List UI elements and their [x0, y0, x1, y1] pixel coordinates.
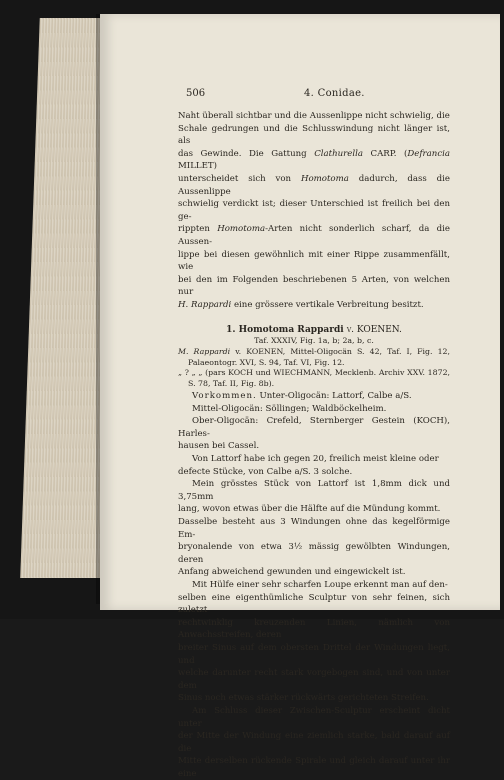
text-line: bei den im Folgenden beschriebenen 5 Arten, von welchen nur: [178, 274, 450, 298]
text-line: Mitte derselben rückende Spirale und gleich darauf unter ihr eine: [178, 756, 450, 779]
plate-reference: Taf. XXXIV, Fig. 1a, b; 2a, b, c.: [254, 336, 374, 346]
text-line: der Mitte der Windung eine ziemlich starke, bald darauf auf die: [178, 731, 450, 754]
text-line: breiter Sinus auf dem obersten Drittel der Windungen liegt, und: [178, 642, 450, 666]
text-line: Mein grösstes Stück von Lattorf ist 1,8mm dick und 3,75mm: [178, 479, 450, 502]
text-line: H. Rappardi eine grössere vertikale Verbreitung besitzt.: [178, 299, 424, 310]
text-line: Naht überall sichtbar und die Aussenlippe nicht schwielig, die: [178, 111, 450, 121]
text-line: Dasselbe besteht aus 3 Windungen ohne das kegelförmige Em-: [178, 517, 450, 540]
species-heading: 1. Homotoma Rappardi v. KOENEN.: [226, 324, 402, 335]
text-line: unterscheidet sich von Homotoma dadurch, dass die Aussenlippe: [178, 173, 451, 197]
text-line: Sinus noch etwas stärker rückwärts gerichteten Streifen.: [178, 693, 429, 704]
occurrence-line: Ober-Oligocän: Crefeld, Sternberger Gestein (KOCH), Harles-: [178, 416, 450, 439]
synonymy-reference: M. Rappardi v. KOENEN, Mittel-Oligocän S. 42, Taf. I, Fig. 12, Palaeontogr. XVI, S. 94, Taf. VI, Fig. 12.: [178, 346, 451, 367]
page-number: 506: [186, 88, 206, 99]
text-line: rippten Homotoma-Arten nicht sonderlich scharf, da die Aussen-: [178, 224, 451, 247]
text-line: schwielig verdickt ist; dieser Unterschied ist freilich bei den ge-: [178, 199, 450, 222]
text-line: lang, wovon etwas über die Hälfte auf die Mündung kommt.: [178, 504, 441, 515]
text-line: bryonalende von etwa 3½ mässig gewölbten Windungen, deren: [178, 542, 450, 565]
running-head: 4. Conidae.: [304, 88, 365, 99]
text-line: Mit Hülfe einer sehr scharfen Loupe erkennt man auf den-: [192, 579, 448, 590]
synonymy-reference: „ ? „ „ (pars KOCH und WIECHMANN, Mecklenb. Archiv XXV. 1872, S. 78, Taf. II, Fig. 8b).: [178, 368, 451, 389]
occurrence-line: hausen bei Cassel.: [178, 441, 260, 452]
text-line: rechtwinklig kreuzenden Linien, nämlich von Anwachsstreifen, deren: [178, 617, 450, 641]
occurrence-line: Mittel-Oligocän: Söllingen; Waldböckelheim.: [192, 403, 387, 414]
text-block: [178, 110, 450, 780]
text-line: Von Lattorf habe ich gegen 20, freilich meist kleine oder: [192, 454, 439, 465]
page-header: [186, 88, 444, 102]
book-page: [100, 14, 500, 779]
text-line: das Gewinde. Die Gattung Clathurella CARP. (Defrancia MILLET): [178, 148, 450, 172]
text-line: Anfang abweichend gewunden und eingewickelt ist.: [178, 567, 406, 578]
text-line: lippe bei diesen gewöhnlich mit einer Rippe zusammenfällt, wie: [178, 249, 450, 273]
text-line: selben eine eigenthümliche Sculptur von sehr feinen, sich zuletzt: [178, 592, 450, 616]
text-line: Schale gedrungen und die Schlusswindung nicht länger ist, als: [178, 123, 450, 147]
text-line: defecte Stücke, von Calbe a/S. 3 solche.: [178, 466, 353, 477]
text-line: Am Schluss dieser Zwischen-Sculptur erscheint dicht unter: [178, 705, 450, 729]
occurrence-line: Vorkommen. Unter-Oligocän: Lattorf, Calbe a/S.: [192, 391, 412, 402]
text-line: welche darunter recht stark vorgebogen sind, und von unter dem: [178, 668, 450, 691]
